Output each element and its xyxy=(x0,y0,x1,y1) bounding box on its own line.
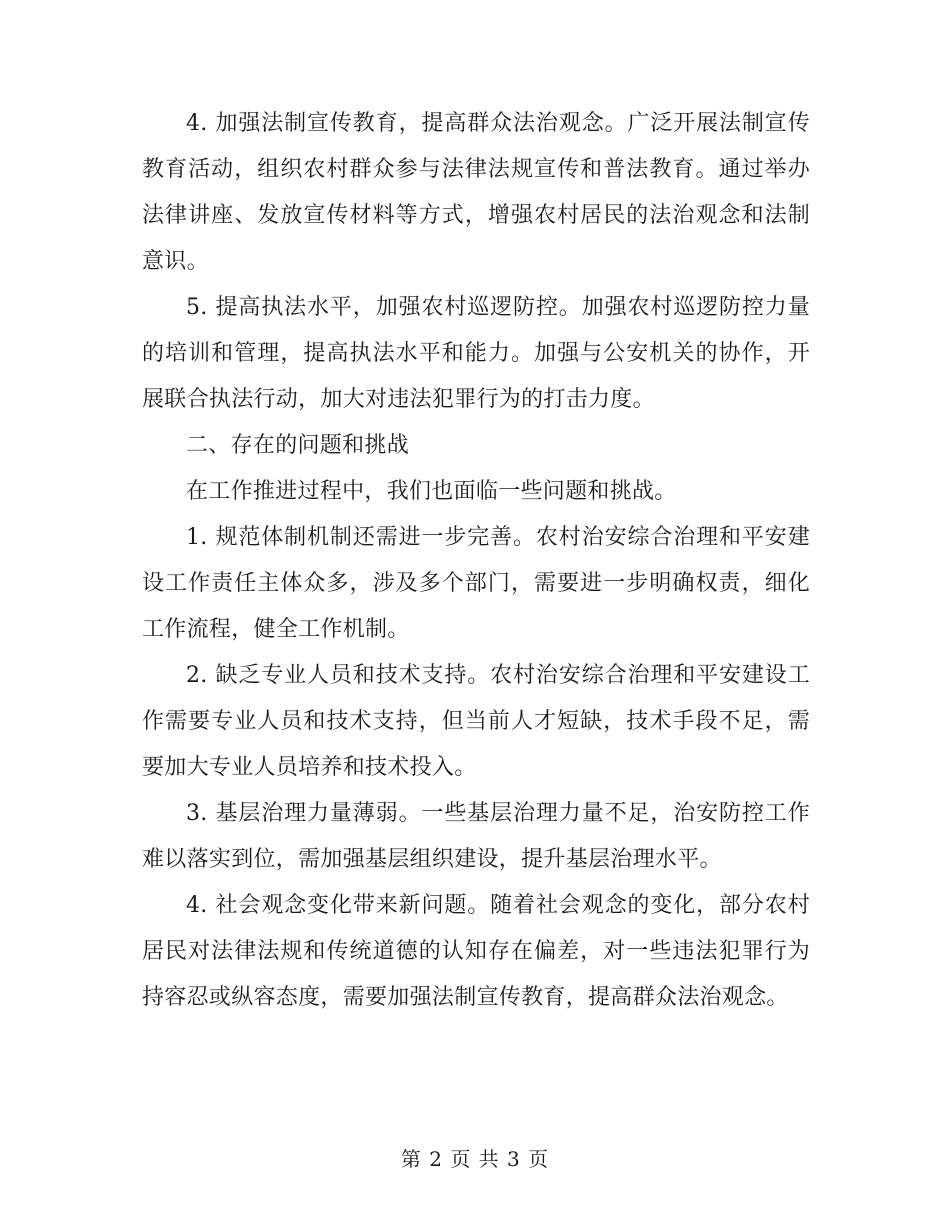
paragraph-item-5-enforcement: 5. 提高执法水平，加强农村巡逻防控。加强农村巡逻防控力量的培训和管理，提高执法水平和能力。加强与公安机关的协作，开展联合执法行动，加大对违法犯罪行为的打击力度。 xyxy=(142,295,810,412)
paragraph-item-4-legal-education: 4. 加强法制宣传教育，提高群众法治观念。广泛开展法制宣传教育活动，组织农村群众参与法律法规宣传和普法教育。通过举办法律讲座、发放宣传材料等方式，增强农村居民的法治观念和法制意识。 xyxy=(142,111,810,274)
section-heading-problems: 二、存在的问题和挑战 xyxy=(186,433,410,458)
document-body xyxy=(142,101,810,1021)
paragraph-challenge-2: 2. 缺乏专业人员和技术支持。农村治安综合治理和平安建设工作需要专业人员和技术支持，但当前人才短缺，技术手段不足，需要加大专业人员培养和技术投入。 xyxy=(142,663,810,780)
paragraph-challenge-1: 1. 规范体制机制还需进一步完善。农村治安综合治理和平安建设工作责任主体众多，涉及多个部门，需要进一步明确权责，细化工作流程，健全工作机制。 xyxy=(142,525,810,642)
paragraph-intro-challenges: 在工作推进过程中，我们也面临一些问题和挑战。 xyxy=(186,479,677,504)
paragraph-challenge-4: 4. 社会观念变化带来新问题。随着社会观念的变化，部分农村居民对法律法规和传统道德的认知存在偏差，对一些违法犯罪行为持容忍或纵容态度，需要加强法制宣传教育，提高群众法治观念。 xyxy=(142,893,810,1010)
paragraph-challenge-3: 3. 基层治理力量薄弱。一些基层治理力量不足，治安防控工作难以落实到位，需加强基层组织建设，提升基层治理水平。 xyxy=(142,801,810,872)
page-number-footer: 第 2 页 共 3 页 xyxy=(400,1147,550,1171)
